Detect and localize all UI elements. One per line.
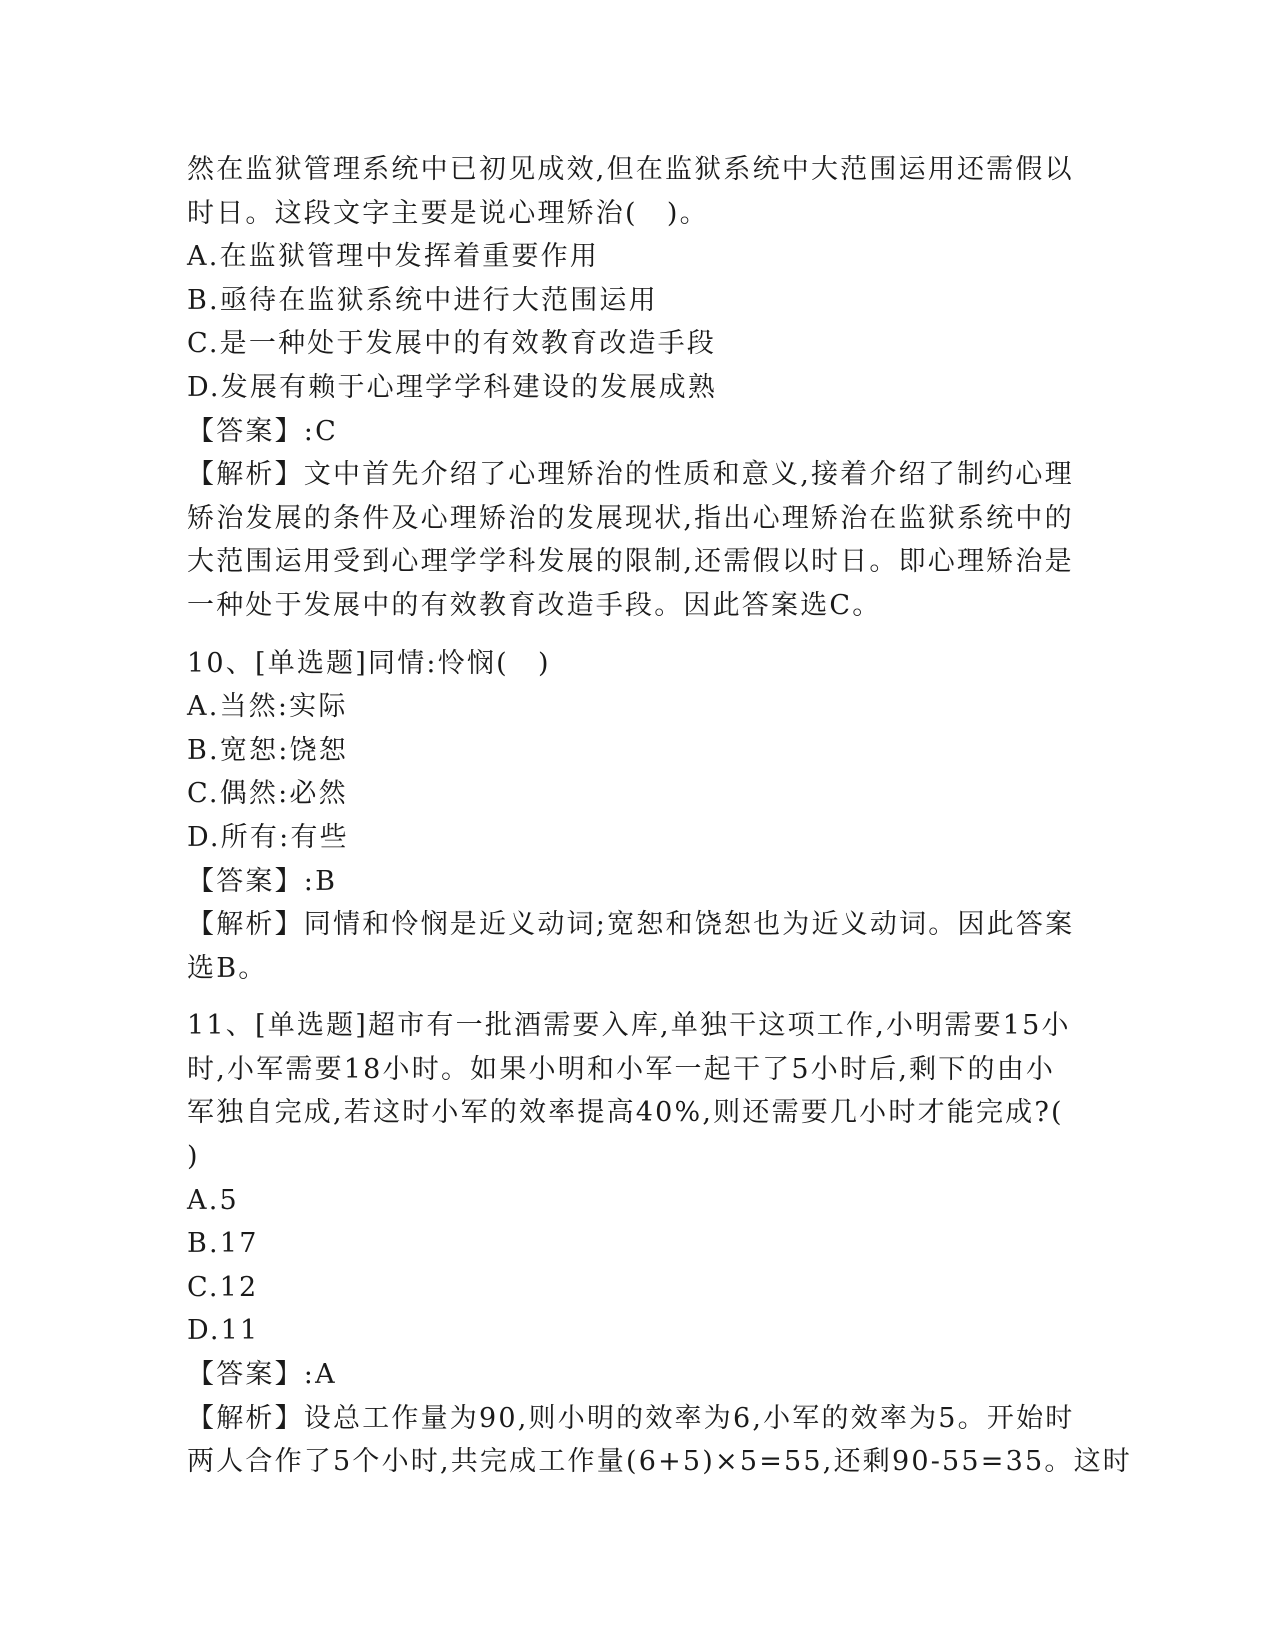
analysis-line: 一种处于发展中的有效教育改造手段。因此答案选C。: [187, 589, 882, 621]
answer-line: 【答案】:C: [187, 415, 338, 447]
analysis-line: 两人合作了5个小时,共完成工作量(6+5)×5=55,还剩90-55=35。这时: [187, 1446, 1132, 1478]
answer-line: 【答案】:B: [187, 865, 338, 897]
question-stem-line: 时,小军需要18小时。如果小明和小军一起干了5小时后,剩下的由小: [187, 1053, 1056, 1085]
question-stem-line: 时日。这段文字主要是说心理矫治( )。: [187, 197, 709, 229]
option-b: B.亟待在监狱系统中进行大范围运用: [187, 284, 658, 316]
option-c: C.12: [187, 1271, 259, 1303]
question-9: [187, 148, 1087, 628]
question-11: [187, 1004, 1132, 1484]
question-stem-line: 10、[单选题]同情:怜悯( ): [187, 647, 551, 679]
analysis-line: 【解析】设总工作量为90,则小明的效率为6,小军的效率为5。开始时: [187, 1402, 1075, 1434]
spacer: [187, 990, 1087, 1004]
analysis-line: 矫治发展的条件及心理矫治的发展现状,指出心理矫治在监狱系统中的: [187, 502, 1074, 534]
question-stem-line: 军独自完成,若这时小军的效率提高40%,则还需要几小时才能完成?(: [187, 1097, 1064, 1129]
document-page: [187, 148, 1132, 1484]
option-a: A.5: [187, 1184, 239, 1216]
spacer: [187, 628, 1087, 642]
option-c: C.是一种处于发展中的有效教育改造手段: [187, 328, 717, 360]
option-d: D.发展有赖于心理学学科建设的发展成熟: [187, 371, 718, 403]
option-d: D.所有:有些: [187, 821, 349, 853]
option-d: D.11: [187, 1315, 260, 1347]
option-c: C.偶然:必然: [187, 778, 348, 810]
question-stem-line: ): [187, 1141, 200, 1173]
analysis-line: 选B。: [187, 952, 268, 984]
analysis-line: 【解析】同情和怜悯是近义动词;宽恕和饶恕也为近义动词。因此答案: [187, 909, 1075, 941]
question-10: [187, 642, 1087, 991]
question-stem-line: 11、[单选题]超市有一批酒需要入库,单独干这项工作,小明需要15小: [187, 1010, 1071, 1042]
option-b: B.17: [187, 1228, 259, 1260]
option-a: A.在监狱管理中发挥着重要作用: [187, 241, 600, 273]
option-b: B.宽恕:饶恕: [187, 734, 348, 766]
answer-line: 【答案】:A: [187, 1359, 337, 1391]
question-stem-line: 然在监狱管理系统中已初见成效,但在监狱系统中大范围运用还需假以: [187, 154, 1074, 185]
analysis-line: 大范围运用受到心理学学科发展的限制,还需假以时日。即心理矫治是: [187, 546, 1074, 578]
analysis-line: 【解析】文中首先介绍了心理矫治的性质和意义,接着介绍了制约心理: [187, 459, 1074, 491]
option-a: A.当然:实际: [187, 691, 348, 723]
